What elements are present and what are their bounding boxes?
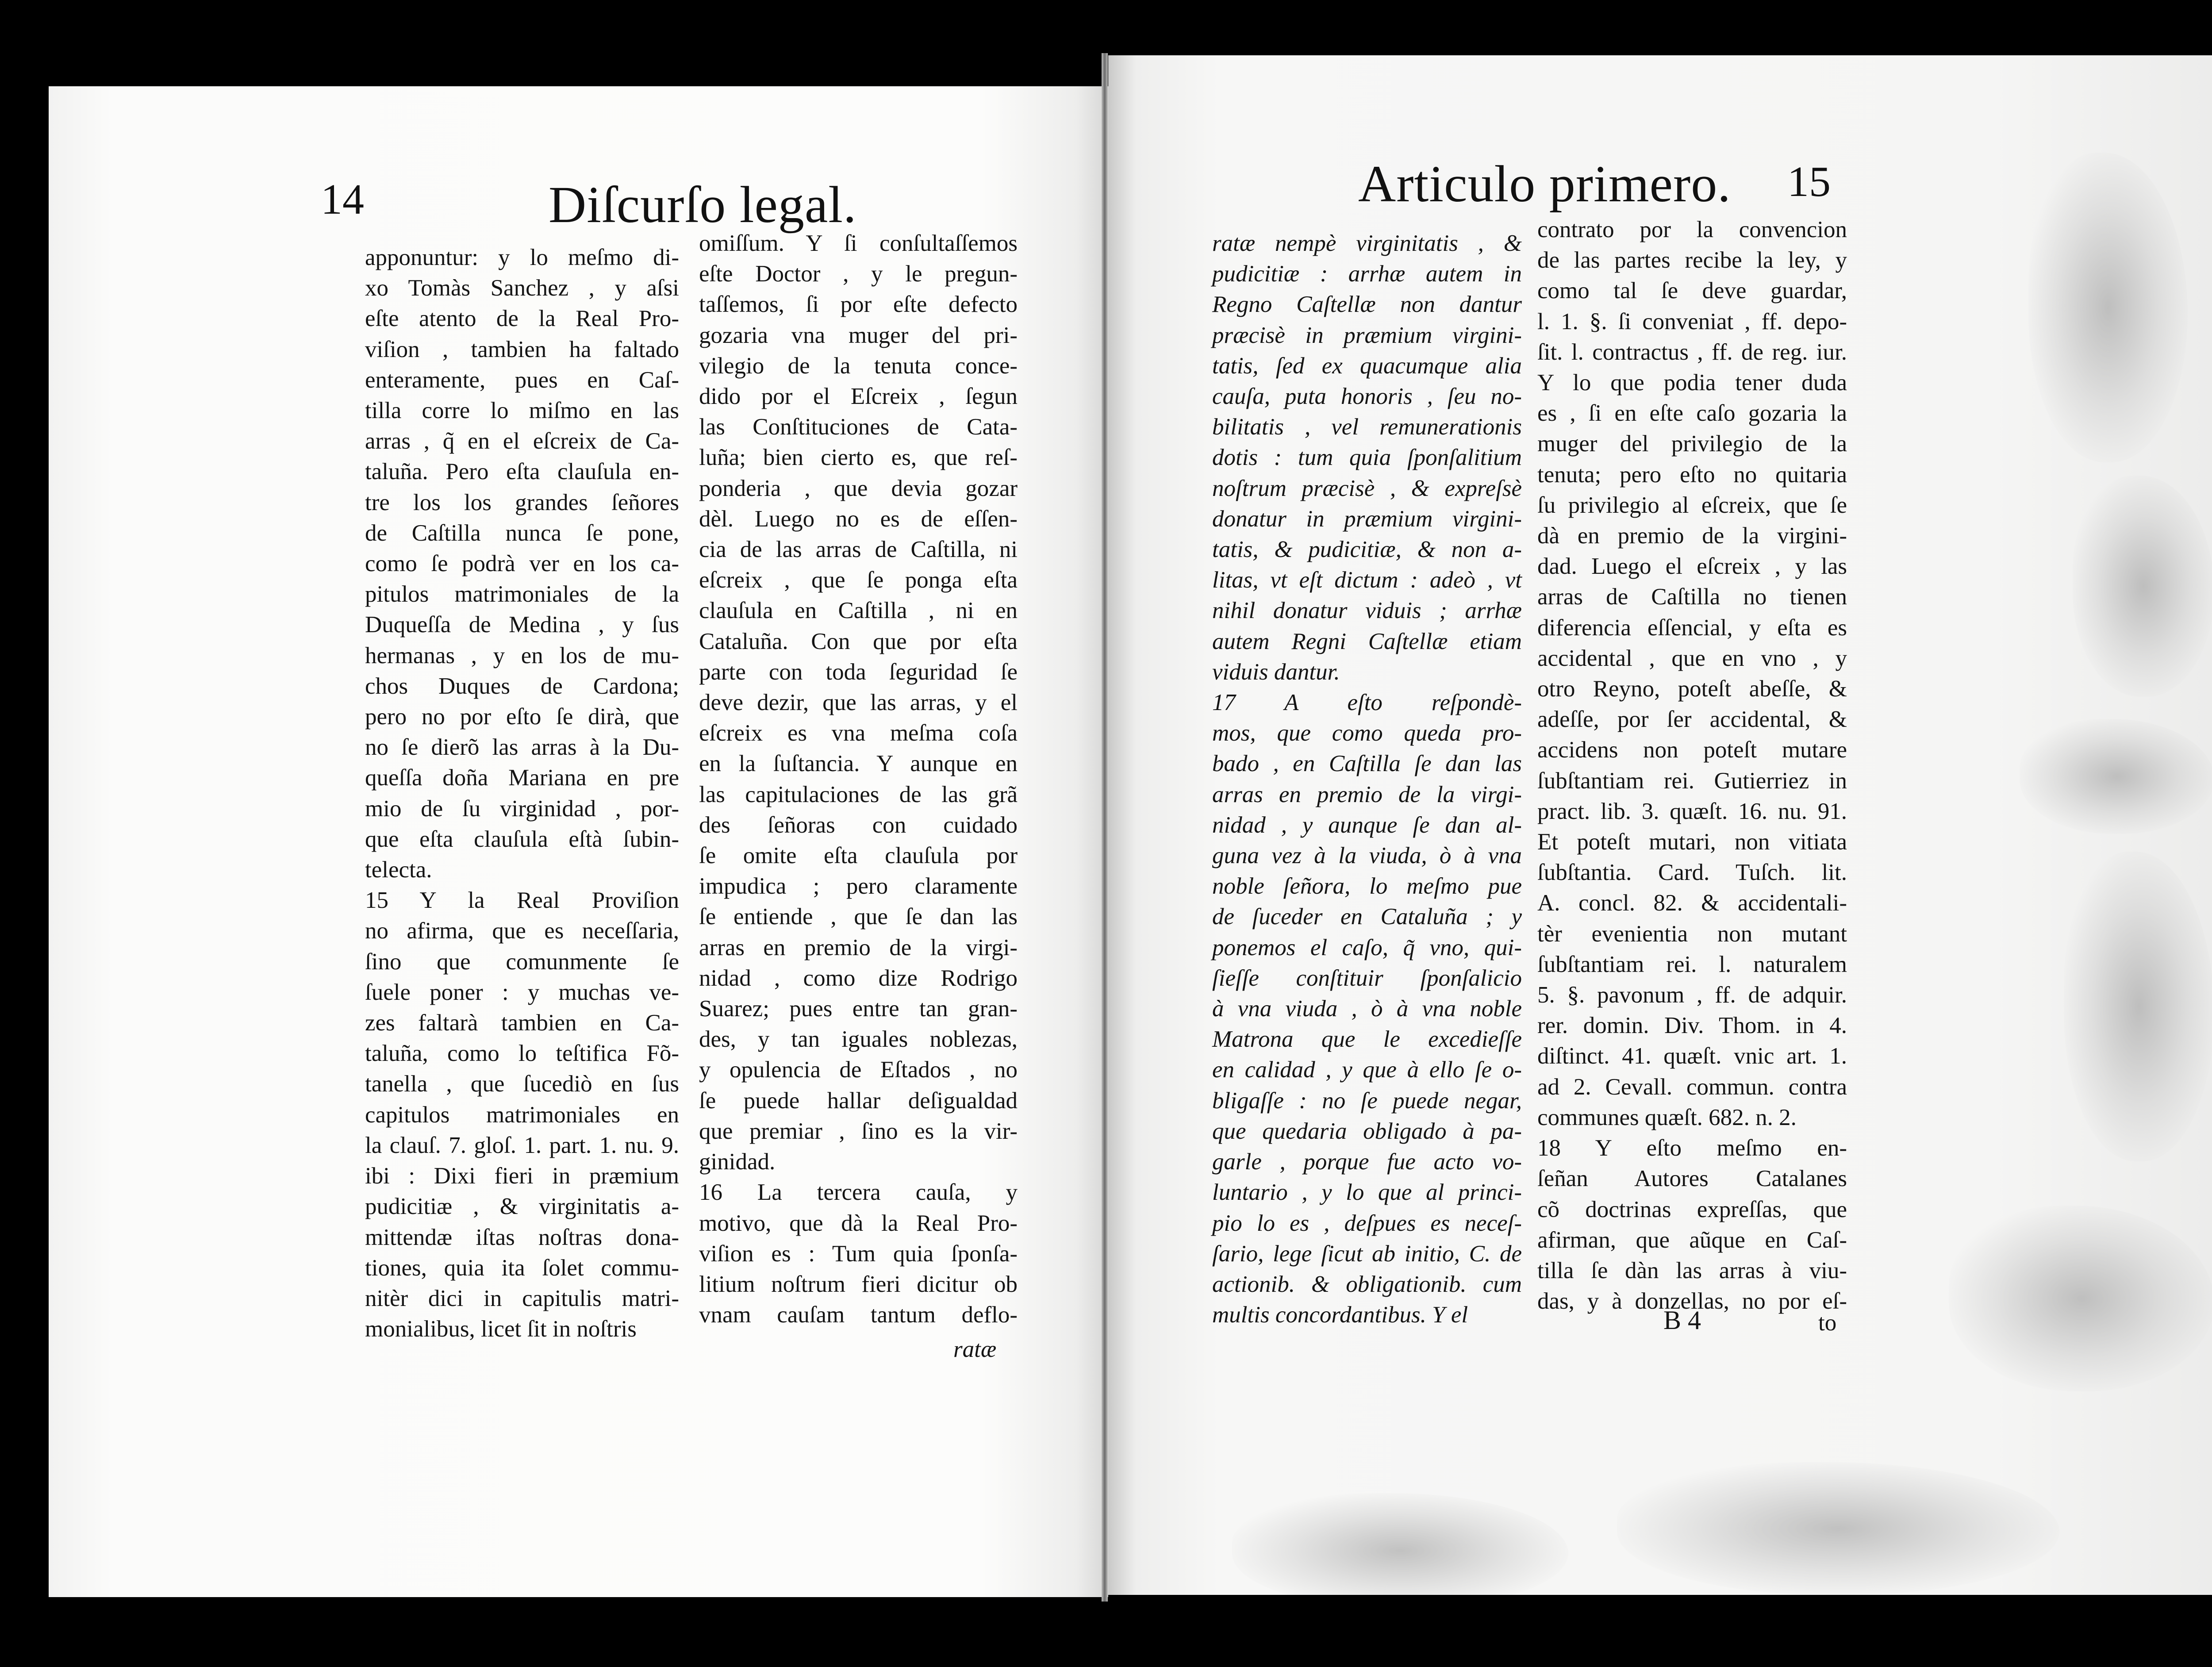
- text-line: viſion , tambien ha faltado: [365, 336, 679, 362]
- text-line: parte con toda ſeguridad ſe: [699, 659, 1018, 685]
- text-line: pract. lib. 3. quæſt. 16. nu. 91.: [1537, 798, 1847, 824]
- text-line: bligaſſe : no ſe puede negar,: [1212, 1087, 1522, 1114]
- text-line: tenuta; pero eſto no quitaria: [1537, 461, 1847, 488]
- text-line: cauſa, puta honoris , ſeu no-: [1212, 384, 1522, 410]
- text-line: pero no por eſto ſe dirà, que: [365, 704, 679, 730]
- text-line: bado , en Caſtilla ſe dan las: [1212, 751, 1522, 777]
- text-line: tre los los grandes ſeñores: [365, 489, 679, 515]
- text-line: noſtrum præcisè , & expreſsè: [1212, 475, 1522, 501]
- text-line: Matrona que le excedieſſe: [1212, 1026, 1522, 1052]
- text-line: autem Regni Caſtellæ etiam: [1212, 628, 1522, 654]
- text-line: guna vez à la viuda, ò à vna: [1212, 843, 1522, 869]
- text-line: tatis, & pudicitiæ, & non a-: [1212, 537, 1522, 563]
- text-line: nidad , como dize Rodrigo: [699, 965, 1018, 991]
- text-line: mos, que como queda pro-: [1212, 720, 1522, 746]
- text-line: viduis dantur.: [1212, 659, 1340, 685]
- text-line: ginidad.: [699, 1149, 776, 1175]
- text-line: ſe puede hallar deſigualdad: [699, 1087, 1018, 1114]
- catchword-left: ratæ: [953, 1337, 997, 1362]
- text-line: queſſa doña Mariana en pre: [365, 765, 679, 791]
- text-line: noble ſeñora, lo meſmo pue: [1212, 873, 1522, 899]
- text-line: taſſemos, ſi por eſte defecto: [699, 292, 1018, 318]
- text-line: præcisè in præmium virgini-: [1212, 322, 1522, 348]
- text-column-right-2: [1537, 215, 1847, 1317]
- text-line: vnam cauſam tantum deflo-: [699, 1302, 1018, 1328]
- text-line: las Conſtituciones de Cata-: [699, 414, 1018, 440]
- text-line: nihil donatur viduis ; arrhæ: [1212, 598, 1522, 624]
- text-line: afirman, que aũque en Caſ-: [1537, 1227, 1847, 1253]
- text-line: impudica ; pero claramente: [699, 873, 1018, 899]
- page-number-left: 14: [321, 176, 364, 223]
- text-line: en la ſuſtancia. Y aunque en: [699, 751, 1018, 777]
- text-line: taluña, como lo teſtifica Fõ-: [365, 1041, 679, 1067]
- text-line: mio de ſu virginidad , por-: [365, 795, 679, 822]
- text-line: ponemos el caſo, q̃ vno, qui-: [1212, 934, 1522, 960]
- text-line: diſtinct. 41. quæſt. vnic art. 1.: [1537, 1043, 1847, 1069]
- text-line: omiſſum. Y ſi conſultaſſemos: [699, 230, 1018, 256]
- text-line: ſu privilegio al eſcreix, que ſe: [1537, 492, 1847, 518]
- text-line: Suarez; pues entre tan gran-: [699, 996, 1018, 1022]
- text-line: pio lo es , deſpues es neceſ-: [1212, 1210, 1522, 1236]
- text-line: ſubſtantiam rei. Gutierriez in: [1537, 768, 1847, 794]
- text-line: litium noſtrum fieri dicitur ob: [699, 1271, 1018, 1297]
- text-line: ſubſtantia. Card. Tuſch. lit.: [1537, 860, 1847, 886]
- text-line: arras en premio de la virgi-: [1212, 781, 1522, 807]
- text-line: es , ſi en eſte caſo gozaria la: [1537, 400, 1847, 426]
- book-gutter: [1102, 53, 1108, 1602]
- text-line: de ſuceder en Cataluña ; y: [1212, 904, 1522, 930]
- water-stain: [1232, 1493, 1568, 1595]
- text-line: Regno Caſtellæ non dantur: [1212, 292, 1522, 318]
- text-line: des, y tan iguales noblezas,: [699, 1026, 1018, 1052]
- text-line: zes faltarà tambien en Ca-: [365, 1010, 679, 1036]
- text-line: las capitulaciones de las grã: [699, 781, 1018, 807]
- text-line: la clauſ. 7. gloſ. 1. part. 1. nu. 9.: [365, 1132, 679, 1158]
- text-line: Cataluña. Con que por eſta: [699, 628, 1018, 654]
- text-line: muger del privilegio de la: [1537, 431, 1847, 457]
- text-line: telecta.: [365, 857, 432, 883]
- text-line: contrato por la convencion: [1537, 217, 1847, 242]
- water-stain: [1617, 1462, 2059, 1595]
- text-line: eſte atento de la Real Pro-: [365, 306, 679, 332]
- text-line: 18 Y eſto meſmo en-: [1537, 1135, 1847, 1161]
- text-line: communes quæſt. 682. n. 2.: [1537, 1104, 1797, 1130]
- text-line: no ſe dierõ las arras à la Du-: [365, 734, 679, 761]
- text-line: ſe entiende , que ſe dan las: [699, 904, 1018, 930]
- text-line: ſubſtantiam rei. l. naturalem: [1537, 951, 1847, 977]
- text-line: cia de las arras de Caſtilla, ni: [699, 537, 1018, 563]
- text-line: gozaria vna muger del pri-: [699, 322, 1018, 348]
- text-line: ſit. l. contractus , ff. de reg. iur.: [1537, 339, 1847, 365]
- text-line: no afirma, que es neceſſaria,: [365, 918, 679, 944]
- text-line: cõ doctrinas expreſſas, que: [1537, 1196, 1847, 1222]
- text-line: dotis : tum quia ſponſalitium: [1212, 445, 1522, 471]
- text-line: ſino que comunmente ſe: [365, 949, 679, 975]
- page-number-right: 15: [1787, 158, 1831, 206]
- text-column-left-2: [699, 228, 1018, 1330]
- text-line: A. concl. 82. & accidentali-: [1537, 890, 1847, 916]
- text-line: Duqueſſa de Medina , y ſus: [365, 612, 679, 638]
- text-line: l. 1. §. ſi conveniat , ff. depo-: [1537, 308, 1847, 334]
- text-line: apponuntur: y lo meſmo di-: [365, 245, 679, 270]
- text-line: taluña. Pero eſta clauſula en-: [365, 459, 679, 485]
- text-line: dido por el Eſcreix , ſegun: [699, 384, 1018, 410]
- text-line: motivo, que dà la Real Pro-: [699, 1210, 1018, 1236]
- text-line: à vna viuda , ò à vna noble: [1212, 996, 1522, 1022]
- text-line: litas, vt eſt dictum : adeò , vt: [1212, 567, 1522, 593]
- water-stain: [2028, 153, 2188, 462]
- text-line: tanella , que ſucediò en ſus: [365, 1071, 679, 1097]
- text-line: en calidad , y que à ello ſe o-: [1212, 1057, 1522, 1083]
- text-line: 5. §. pavonum , ff. de adquir.: [1537, 982, 1847, 1008]
- text-line: deve dezir, que las arras, y el: [699, 690, 1018, 716]
- text-line: eſcreix es vna meſma coſa: [699, 720, 1018, 746]
- text-line: diferencia eſſencial, y eſta es: [1537, 615, 1847, 641]
- text-line: que eſta clauſula eſtà ſubin-: [365, 826, 679, 852]
- text-line: como ſe podrà ver en los ca-: [365, 551, 679, 577]
- text-line: ibi : Dixi fieri in præmium: [365, 1163, 679, 1189]
- running-title-left: Diſcurſo legal.: [549, 176, 857, 234]
- text-line: arras en premio de la virgi-: [699, 934, 1018, 960]
- text-line: ſeñan Autores Catalanes: [1537, 1166, 1847, 1192]
- text-line: que quedaria obligado à pa-: [1212, 1118, 1522, 1144]
- text-line: nidad , y aunque ſe dan al-: [1212, 812, 1522, 838]
- text-line: eſte Doctor , y le pregun-: [699, 261, 1018, 287]
- text-line: accidens non poteſt mutare: [1537, 737, 1847, 763]
- text-line: tatis, ſed ex quacumque alia: [1212, 353, 1522, 379]
- text-line: de las partes recibe la ley, y: [1537, 247, 1847, 273]
- text-line: otro Reyno, poteſt abeſſe, &: [1537, 676, 1847, 702]
- running-title-right: Articulo primero.: [1358, 155, 1731, 213]
- text-line: y opulencia de Eſtados , no: [699, 1057, 1018, 1083]
- text-line: que premiar , ſino es la vir-: [699, 1118, 1018, 1144]
- text-line: donatur in præmium virgini-: [1212, 506, 1522, 532]
- text-line: bilitatis , vel remunerationis: [1212, 414, 1522, 440]
- text-line: xo Tomàs Sanchez , y aſsi: [365, 275, 679, 301]
- text-line: luña; bien cierto es, que reſ-: [699, 445, 1018, 471]
- text-line: ſieſſe conſtituir ſponſalicio: [1212, 965, 1522, 991]
- text-line: ponderia , que devia gozar: [699, 475, 1018, 501]
- text-line: clauſula en Caſtilla , ni en: [699, 598, 1018, 624]
- water-stain: [1949, 1206, 2212, 1391]
- text-line: dèl. Luego no es de eſſen-: [699, 506, 1018, 532]
- text-line: Y lo que podia tener duda: [1537, 370, 1847, 396]
- text-line: ſuele poner : y muchas ve-: [365, 979, 679, 1005]
- text-line: ſe omite eſta clauſula por: [699, 843, 1018, 869]
- text-line: tiones, quia ita ſolet commu-: [365, 1255, 679, 1281]
- text-column-left-1: [365, 242, 679, 1344]
- catchword-right: to: [1818, 1310, 1837, 1336]
- text-line: ratæ nempè virginitatis , &: [1212, 230, 1522, 256]
- text-line: arras , q̃ en el eſcreix de Ca-: [365, 428, 679, 454]
- text-line: rer. domin. Div. Thom. in 4.: [1537, 1013, 1847, 1039]
- text-line: mittendæ iſtas noſtras dona-: [365, 1224, 679, 1250]
- text-line: chos Duques de Cardona;: [365, 673, 679, 699]
- water-stain: [2073, 476, 2212, 697]
- text-line: tilla ſe dàn las arras à viu-: [1537, 1257, 1847, 1283]
- text-line: das, y à donzellas, no por eſ-: [1537, 1288, 1847, 1314]
- text-line: tilla corre lo miſmo en las: [365, 398, 679, 424]
- text-line: luntario , y lo que al princi-: [1212, 1179, 1522, 1206]
- text-line: 17 A eſto reſpondè-: [1212, 690, 1522, 716]
- text-line: ſario, lege ſicut ab initio, C. de: [1212, 1241, 1522, 1267]
- text-line: actionib. & obligationib. cum: [1212, 1271, 1522, 1297]
- text-line: 16 La tercera cauſa, y: [699, 1179, 1018, 1206]
- text-line: eſcreix , que ſe ponga eſta: [699, 567, 1018, 593]
- text-line: nitèr dici in capitulis matri-: [365, 1285, 679, 1311]
- water-stain: [2020, 719, 2212, 834]
- text-line: multis concordantibus. Y el: [1212, 1302, 1468, 1328]
- text-line: Et poteſt mutari, non vitiata: [1537, 829, 1847, 855]
- text-line: garle , porque fue acto vo-: [1212, 1149, 1522, 1175]
- text-line: des ſeñoras con cuidado: [699, 812, 1018, 838]
- text-line: como tal ſe deve guardar,: [1537, 278, 1847, 304]
- text-line: vilegio de la tenuta conce-: [699, 353, 1018, 379]
- text-line: tèr evenientia non mutant: [1537, 921, 1847, 947]
- text-line: viſion es : Tum quia ſponſa-: [699, 1241, 1018, 1267]
- text-line: de Caſtilla nunca ſe pone,: [365, 520, 679, 546]
- text-line: pitulos matrimoniales de la: [365, 581, 679, 607]
- text-line: dà en premio de la virgini-: [1537, 523, 1847, 549]
- text-line: capitulos matrimoniales en: [365, 1102, 679, 1128]
- text-line: pudicitiæ , & virginitatis a-: [365, 1194, 679, 1220]
- text-line: monialibus, licet ſit in noſtris: [365, 1316, 637, 1342]
- text-line: enteramente, pues en Caſ-: [365, 367, 679, 393]
- signature-mark: B 4: [1663, 1306, 1701, 1335]
- text-line: dad. Luego el eſcreix , y las: [1537, 553, 1847, 580]
- text-line: arras de Caſtilla no tienen: [1537, 584, 1847, 610]
- text-column-right-1: [1212, 228, 1522, 1330]
- text-line: hermanas , y en los de mu-: [365, 642, 679, 668]
- text-line: ad 2. Cevall. commun. contra: [1537, 1074, 1847, 1100]
- text-line: pudicitiæ : arrhæ autem in: [1212, 261, 1522, 287]
- text-line: 15 Y la Real Proviſion: [365, 887, 679, 914]
- water-stain: [2064, 852, 2212, 1161]
- text-line: adeſſe, por ſer accidental, &: [1537, 707, 1847, 733]
- text-line: accidental , que en vno , y: [1537, 645, 1847, 671]
